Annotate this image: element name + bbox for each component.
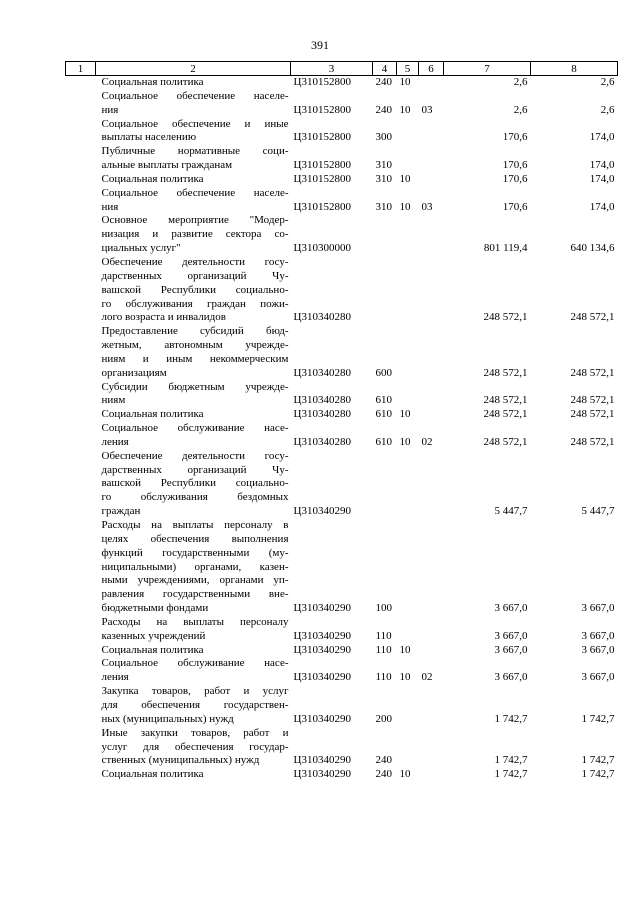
table-row	[66, 422, 618, 450]
table-row	[66, 325, 618, 380]
section-code	[397, 118, 419, 146]
amount-year-1: 1 742,7	[494, 768, 528, 781]
expense-name-line: Социальная политика	[101, 768, 204, 781]
expense-name-cell	[96, 214, 291, 256]
section-code	[397, 145, 419, 173]
expense-name-line: ления	[101, 435, 129, 448]
target-article-code: Ц310152800	[293, 200, 351, 213]
section-code	[397, 616, 419, 644]
header-col-6: 6	[419, 62, 444, 76]
row-number-cell	[66, 422, 96, 450]
expense-name-line: ния	[101, 200, 119, 213]
expense-type-code: 110	[375, 643, 392, 656]
section-code	[397, 325, 419, 380]
expense-name-line: ниям	[101, 394, 126, 407]
table-row	[66, 519, 618, 616]
expense-name-line: дарственных организаций Чу-	[101, 269, 289, 282]
section-code	[397, 256, 419, 325]
target-article-code: Ц310340290	[293, 602, 351, 615]
section-code: 10	[399, 435, 411, 448]
expense-type-code: 240	[375, 103, 392, 116]
expense-name-line: жетным, автономным учрежде-	[101, 339, 289, 352]
subsection-code	[419, 408, 444, 422]
expense-type-code	[373, 214, 397, 256]
table-row	[66, 685, 618, 727]
expense-name-line: ления	[101, 671, 129, 684]
amount-year-2: 1 742,7	[581, 768, 615, 781]
amount-year-2: 2,6	[600, 103, 615, 116]
expense-name-line: Социальное обслуживание насе-	[101, 422, 289, 435]
expense-name-line: Социальное обслуживание насе-	[101, 657, 289, 670]
amount-year-2: 248 572,1	[570, 435, 615, 448]
expense-name-cell	[96, 727, 291, 769]
expense-name-line: организациям	[101, 366, 167, 379]
expense-name-cell	[96, 325, 291, 380]
subsection-code	[419, 450, 444, 519]
row-number-cell	[66, 381, 96, 409]
target-article-code: Ц310340290	[293, 629, 351, 642]
table-row	[66, 187, 618, 215]
expense-name-cell	[96, 90, 291, 118]
expense-name-line: циальных услуг"	[101, 242, 181, 255]
amount-year-1: 170,6	[502, 200, 528, 213]
table-row	[66, 76, 618, 90]
table-row	[66, 173, 618, 187]
amount-year-1: 1 742,7	[494, 754, 528, 767]
amount-year-1: 3 667,0	[494, 643, 528, 656]
expense-name-line: дарственных организаций Чу-	[101, 463, 289, 476]
expense-name-line: низация и развитие сектора со-	[101, 228, 289, 241]
header-col-8: 8	[531, 62, 618, 76]
expense-name-line: для обеспечения государствен-	[101, 698, 289, 711]
expense-name-line: Обеспечение деятельности госу-	[101, 255, 289, 268]
row-number-cell	[66, 657, 96, 685]
expense-name-line: Основное мероприятие "Модер-	[101, 214, 289, 227]
expense-name-cell	[96, 76, 291, 90]
subsection-code	[419, 644, 444, 658]
expense-name-line: Предоставление субсидий бюд-	[101, 325, 289, 338]
subsection-code	[419, 325, 444, 380]
amount-year-2: 1 742,7	[581, 712, 615, 725]
expense-name-line: Публичные нормативные соци-	[101, 145, 289, 158]
section-code	[397, 214, 419, 256]
expense-name-line: Социальное обеспечение и иные	[101, 117, 289, 130]
expense-name-line: вашской Республики социально-	[101, 477, 289, 490]
amount-year-1: 2,6	[513, 103, 528, 116]
subsection-code	[419, 381, 444, 409]
page-number: 391	[311, 38, 329, 52]
expense-name-cell	[96, 187, 291, 215]
target-article-code: Ц310340290	[293, 671, 351, 684]
amount-year-2: 3 667,0	[581, 602, 615, 615]
amount-year-1: 248 572,1	[483, 394, 528, 407]
subsection-code	[419, 685, 444, 727]
amount-year-2: 248 572,1	[570, 394, 615, 407]
target-article-code: Ц310152800	[293, 103, 351, 116]
row-number-cell	[66, 616, 96, 644]
target-article-code: Ц310340280	[293, 366, 351, 379]
section-code	[397, 727, 419, 769]
expense-type-code: 240	[375, 76, 392, 88]
expense-type-code: 610	[375, 435, 392, 448]
amount-year-2: 3 667,0	[581, 629, 615, 642]
header-col-5: 5	[397, 62, 419, 76]
amount-year-1: 248 572,1	[483, 408, 528, 421]
amount-year-2: 2,6	[600, 76, 615, 88]
row-number-cell	[66, 644, 96, 658]
section-code	[397, 381, 419, 409]
expense-name-line: услуг для обеспечения государ-	[101, 740, 289, 753]
expense-name-cell	[96, 450, 291, 519]
subsection-code	[419, 256, 444, 325]
row-number-cell	[66, 76, 96, 90]
expense-name-cell	[96, 256, 291, 325]
section-code: 10	[399, 103, 411, 116]
table-row	[66, 657, 618, 685]
expense-name-cell	[96, 422, 291, 450]
budget-table	[65, 61, 618, 782]
row-number-cell	[66, 173, 96, 187]
amount-year-2: 640 134,6	[570, 242, 615, 255]
subsection-code	[419, 118, 444, 146]
expense-type-code: 110	[375, 629, 392, 642]
expense-name-line: граждан	[101, 505, 141, 518]
expense-name-line: Социальная политика	[101, 76, 204, 88]
header-col-1: 1	[66, 62, 96, 76]
subsection-code	[419, 173, 444, 187]
header-col-7: 7	[444, 62, 531, 76]
expense-name-line: ниципальными) органами, казен-	[101, 560, 289, 573]
amount-year-2: 5 447,7	[581, 505, 615, 518]
row-number-cell	[66, 325, 96, 380]
amount-year-2: 174,0	[589, 131, 615, 144]
amount-year-1: 3 667,0	[494, 629, 528, 642]
target-article-code: Ц310300000	[293, 242, 351, 255]
expense-name-line: вашской Республики социально-	[101, 283, 289, 296]
expense-type-code: 240	[375, 768, 392, 781]
expense-name-cell	[96, 616, 291, 644]
expense-name-line: Расходы на выплаты персоналу в	[101, 519, 289, 531]
expense-name-line: ными учреждениями, органами уп-	[101, 574, 289, 587]
amount-year-1: 170,6	[502, 172, 528, 185]
expense-name-cell	[96, 685, 291, 727]
subsection-code	[419, 616, 444, 644]
section-code	[397, 450, 419, 519]
expense-type-code: 300	[375, 131, 392, 144]
amount-year-1: 170,6	[502, 159, 528, 172]
section-code	[397, 685, 419, 727]
expense-type-code: 310	[375, 172, 392, 185]
amount-year-2: 248 572,1	[570, 366, 615, 379]
expense-name-cell	[96, 644, 291, 658]
expense-type-code: 600	[375, 366, 392, 379]
table-row	[66, 450, 618, 519]
expense-name-cell	[96, 173, 291, 187]
section-code: 10	[399, 768, 411, 781]
amount-year-2: 174,0	[589, 200, 615, 213]
amount-year-2: 248 572,1	[570, 311, 615, 324]
target-article-code: Ц310340290	[293, 712, 351, 725]
expense-type-code: 310	[375, 159, 392, 172]
expense-name-cell	[96, 768, 291, 782]
row-number-cell	[66, 187, 96, 215]
amount-year-1: 248 572,1	[483, 311, 528, 324]
target-article-code: Ц310340290	[293, 754, 351, 767]
expense-type-code	[373, 450, 397, 519]
expense-name-line: альные выплаты гражданам	[101, 159, 233, 172]
amount-year-1: 5 447,7	[494, 505, 528, 518]
target-article-code: Ц310340280	[293, 435, 351, 448]
target-article-code: Ц310340290	[293, 768, 351, 781]
expense-name-line: ния	[101, 103, 119, 116]
row-number-cell	[66, 256, 96, 325]
amount-year-2: 3 667,0	[581, 671, 615, 684]
expense-name-cell	[96, 408, 291, 422]
amount-year-1: 3 667,0	[494, 602, 528, 615]
table-row	[66, 145, 618, 173]
amount-year-2: 248 572,1	[570, 408, 615, 421]
expense-name-line: Социальная политика	[101, 172, 204, 185]
table-row	[66, 256, 618, 325]
table-row	[66, 214, 618, 256]
section-code: 10	[399, 408, 411, 421]
expense-name-cell	[96, 145, 291, 173]
row-number-cell	[66, 408, 96, 422]
expense-name-line: го обслуживания бездомных	[101, 491, 289, 504]
header-col-4: 4	[373, 62, 397, 76]
row-number-cell	[66, 768, 96, 782]
expense-name-line: ных (муниципальных) нужд	[101, 712, 234, 725]
expense-type-code: 310	[375, 200, 392, 213]
expense-name-line: бюджетными фондами	[101, 602, 209, 615]
target-article-code: Ц310340280	[293, 311, 351, 324]
section-code: 10	[399, 172, 411, 185]
row-number-cell	[66, 685, 96, 727]
expense-name-line: целях обеспечения выполнения	[101, 532, 289, 545]
expense-name-line: Социальная политика	[101, 408, 204, 421]
expense-name-cell	[96, 118, 291, 146]
expense-name-line: Субсидии бюджетным учрежде-	[101, 380, 289, 393]
subsection-code	[419, 76, 444, 90]
subsection-code	[419, 768, 444, 782]
expense-name-line: го обслуживания граждан пожи-	[101, 297, 289, 310]
expense-name-line: казенных учреждений	[101, 629, 206, 642]
amount-year-2: 3 667,0	[581, 643, 615, 656]
amount-year-1: 170,6	[502, 131, 528, 144]
expense-name-line: Закупка товаров, работ и услуг	[101, 685, 289, 698]
subsection-code	[419, 214, 444, 256]
header-col-3: 3	[291, 62, 373, 76]
expense-name-line: Расходы на выплаты персоналу	[101, 615, 289, 628]
section-code: 10	[399, 671, 411, 684]
amount-year-2: 174,0	[589, 159, 615, 172]
row-number-cell	[66, 727, 96, 769]
section-code	[397, 519, 419, 616]
target-article-code: Ц310152800	[293, 131, 351, 144]
table-row	[66, 90, 618, 118]
row-number-cell	[66, 214, 96, 256]
amount-year-1: 1 742,7	[494, 712, 528, 725]
row-number-cell	[66, 145, 96, 173]
subsection-code: 03	[421, 103, 433, 116]
table-row	[66, 768, 618, 782]
target-article-code: Ц310340280	[293, 394, 351, 407]
expense-type-code: 240	[375, 754, 392, 767]
table-row	[66, 381, 618, 409]
target-article-code: Ц310152800	[293, 76, 351, 88]
expense-name-line: лого возраста и инвалидов	[101, 311, 226, 324]
expense-name-line: равления государственными вне-	[101, 588, 289, 601]
expense-type-code: 610	[375, 408, 392, 421]
table-row	[66, 408, 618, 422]
expense-name-line: функций государственными (му-	[101, 546, 289, 559]
subsection-code	[419, 727, 444, 769]
expense-type-code: 200	[375, 712, 392, 725]
expense-name-line: ственных (муниципальных) нужд	[101, 754, 260, 767]
table-header	[66, 62, 618, 76]
expense-name-line: выплаты населению	[101, 131, 197, 144]
expense-name-line: Социальная политика	[101, 643, 204, 656]
table-row	[66, 118, 618, 146]
table-row	[66, 727, 618, 769]
target-article-code: Ц310152800	[293, 159, 351, 172]
target-article-code: Ц310340280	[293, 408, 351, 421]
expense-name-cell	[96, 519, 291, 616]
amount-year-1: 3 667,0	[494, 671, 528, 684]
target-article-code: Ц310340290	[293, 643, 351, 656]
target-article-code: Ц310340290	[293, 505, 351, 518]
target-article-code: Ц310152800	[293, 172, 351, 185]
header-col-2: 2	[96, 62, 291, 76]
amount-year-2: 174,0	[589, 172, 615, 185]
row-number-cell	[66, 118, 96, 146]
expense-name-cell	[96, 381, 291, 409]
expense-type-code	[373, 256, 397, 325]
expense-name-line: Социальное обеспечение населе-	[101, 186, 289, 199]
section-code: 10	[399, 200, 411, 213]
subsection-code	[419, 145, 444, 173]
section-code: 10	[399, 643, 411, 656]
header-row	[66, 62, 618, 76]
amount-year-1: 248 572,1	[483, 366, 528, 379]
table-body	[66, 76, 618, 783]
subsection-code: 02	[421, 435, 433, 448]
table-row	[66, 644, 618, 658]
subsection-code: 03	[421, 200, 433, 213]
subsection-code: 02	[421, 671, 433, 684]
amount-year-1: 801 119,4	[483, 242, 528, 255]
expense-name-line: ниям и иным некоммерческим	[101, 352, 289, 365]
section-code: 10	[399, 76, 411, 88]
expense-type-code: 100	[375, 602, 392, 615]
subsection-code	[419, 519, 444, 616]
amount-year-1: 248 572,1	[483, 435, 528, 448]
expense-name-line: Социальное обеспечение населе-	[101, 89, 289, 102]
expense-type-code: 610	[375, 394, 392, 407]
table-row	[66, 616, 618, 644]
expense-type-code: 110	[375, 671, 392, 684]
row-number-cell	[66, 519, 96, 616]
row-number-cell	[66, 90, 96, 118]
expense-name-line: Обеспечение деятельности госу-	[101, 449, 289, 462]
amount-year-2: 1 742,7	[581, 754, 615, 767]
expense-name-line: Иные закупки товаров, работ и	[101, 726, 289, 739]
expense-name-cell	[96, 657, 291, 685]
amount-year-1: 2,6	[513, 76, 528, 88]
row-number-cell	[66, 450, 96, 519]
